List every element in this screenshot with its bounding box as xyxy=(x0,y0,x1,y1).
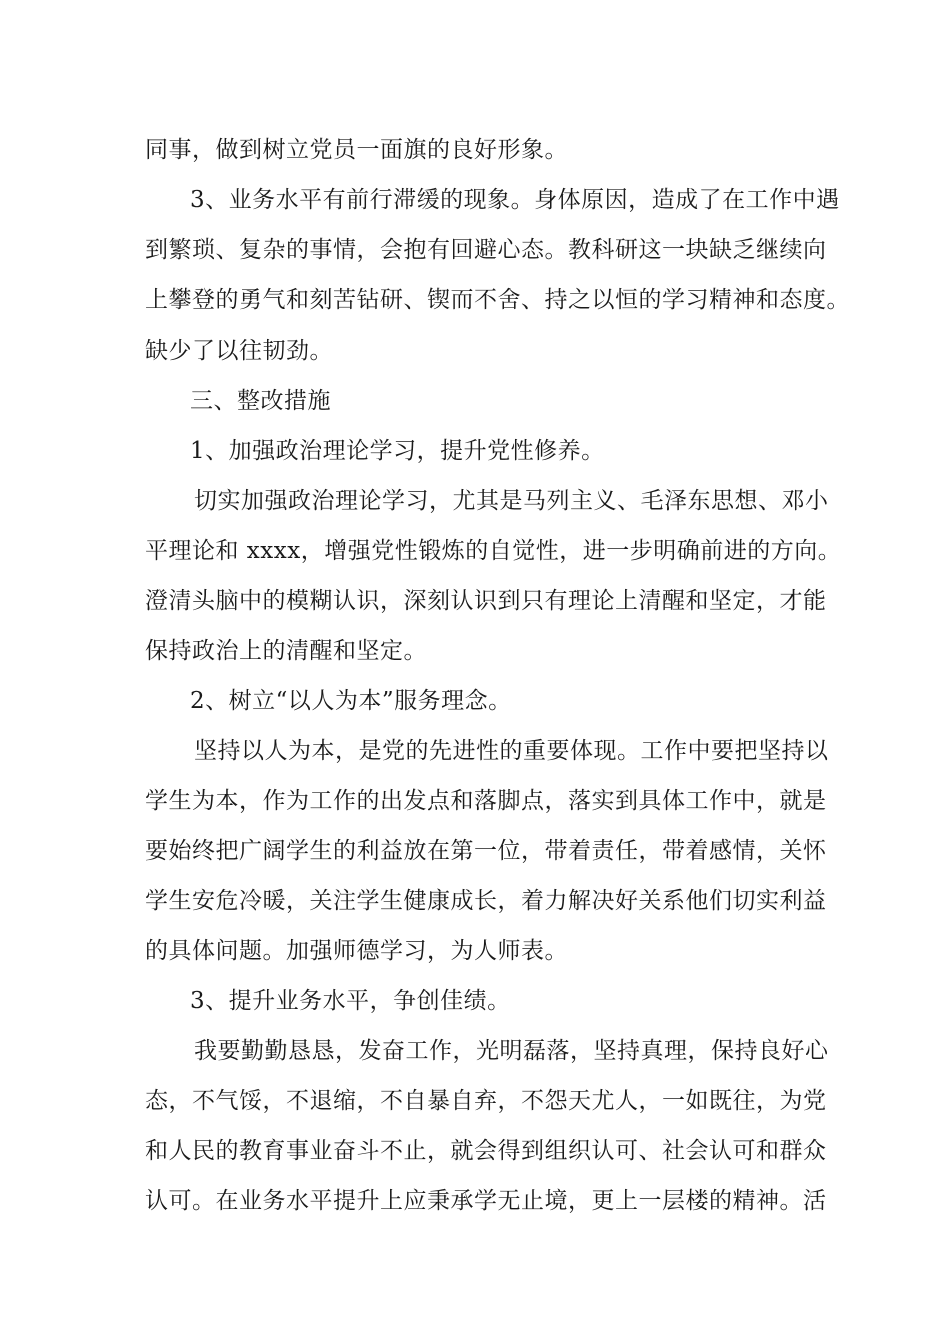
text-line: 到繁琐、复杂的事情，会抱有回避心态。教科研这一块缺乏继续向 xyxy=(145,237,827,263)
text-line: 的具体问题。加强师德学习，为人师表。 xyxy=(145,938,568,964)
text-line: 态，不气馁，不退缩，不自暴自弃，不怨天尤人，一如既往，为党 xyxy=(145,1088,827,1114)
text-line: 3、业务水平有前行滞缓的现象。身体原因，造成了在工作中遇 xyxy=(190,187,840,213)
text-line: 认可。在业务水平提升上应秉承学无止境，更上一层楼的精神。活 xyxy=(145,1188,827,1214)
text-line: 切实加强政治理论学习，尤其是马列主义、毛泽东思想、邓小 xyxy=(194,488,829,514)
subsection-heading: 1、加强政治理论学习，提升党性修养。 xyxy=(190,438,605,464)
text-line: 平理论和 xxxx，增强党性锻炼的自觉性，进一步明确前进的方向。 xyxy=(145,538,842,564)
text-line: 我要勤勤恳恳，发奋工作，光明磊落，坚持真理，保持良好心 xyxy=(194,1038,829,1064)
text-line: 上攀登的勇气和刻苦钻研、锲而不舍、持之以恒的学习精神和态度。 xyxy=(145,287,850,313)
subsection-heading: 2、树立“以人为本”服务理念。 xyxy=(190,688,512,714)
text-line: 缺少了以往韧劲。 xyxy=(145,338,333,364)
section-heading: 三、整改措施 xyxy=(190,388,331,414)
text-line: 澄清头脑中的模糊认识，深刻认识到只有理论上清醒和坚定，才能 xyxy=(145,588,827,614)
text-line: 和人民的教育事业奋斗不止，就会得到组织认可、社会认可和群众 xyxy=(145,1138,827,1164)
text-line: 要始终把广阔学生的利益放在第一位，带着责任，带着感情，关怀 xyxy=(145,838,827,864)
text-line: 保持政治上的清醒和坚定。 xyxy=(145,638,427,664)
text-line: 学生安危冷暖，关注学生健康成长，着力解决好关系他们切实利益 xyxy=(145,888,827,914)
subsection-heading: 3、提升业务水平，争创佳绩。 xyxy=(190,988,511,1014)
text-line: 坚持以人为本，是党的先进性的重要体现。工作中要把坚持以 xyxy=(194,738,829,764)
text-line: 同事，做到树立党员一面旗的良好形象。 xyxy=(145,137,568,163)
text-line: 学生为本，作为工作的出发点和落脚点，落实到具体工作中，就是 xyxy=(145,788,827,814)
